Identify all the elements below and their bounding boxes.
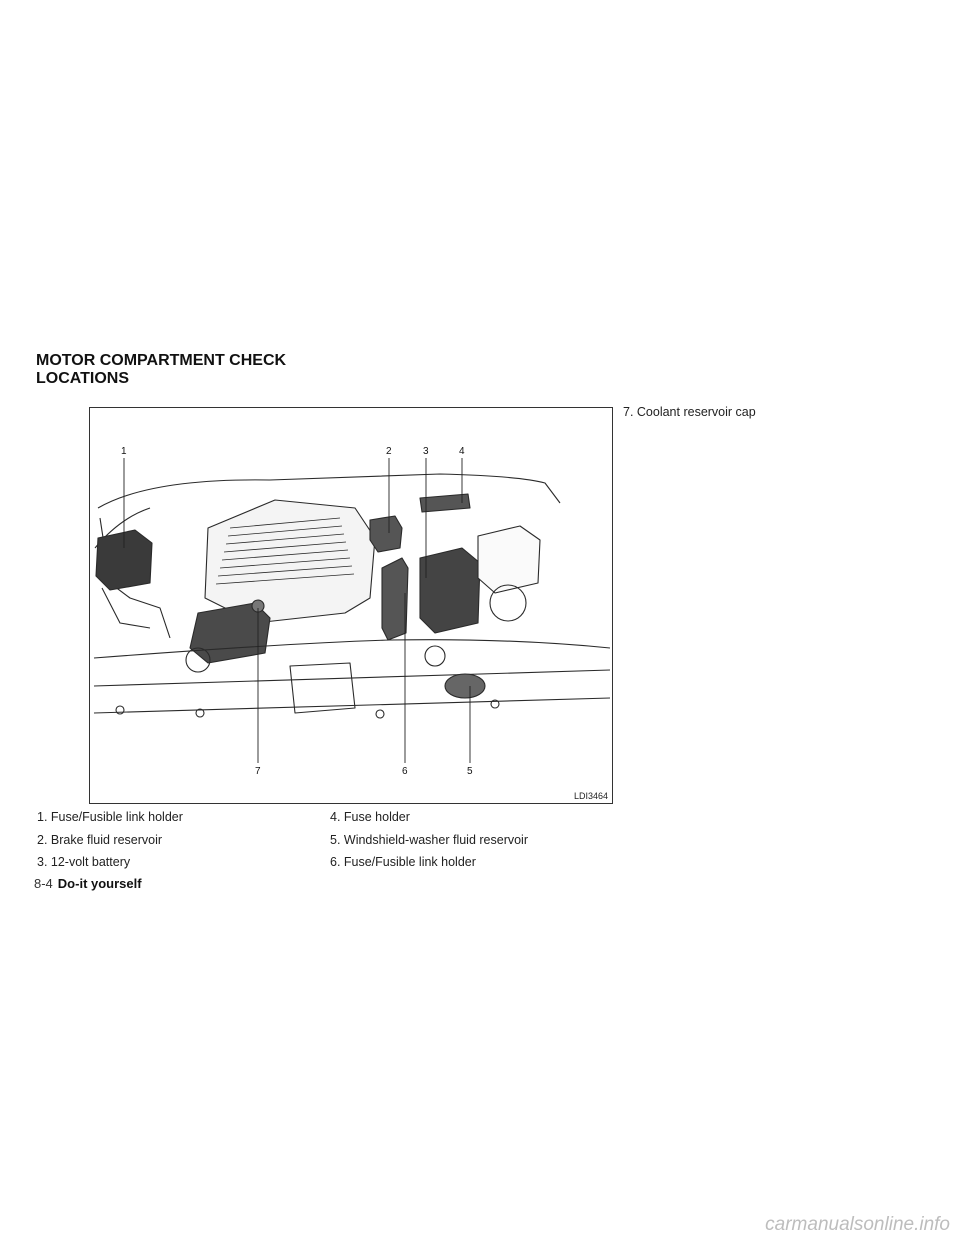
- section-title: [36, 352, 356, 388]
- legend-column-2: [330, 806, 528, 874]
- callout-2: 2: [386, 446, 392, 457]
- legend-column-1: [37, 806, 183, 874]
- legend-item-5: 5. Windshield-washer fluid reservoir: [330, 832, 528, 847]
- watermark: carmanualsonline.info: [765, 1214, 950, 1235]
- engine-bay-drawing: [90, 408, 612, 803]
- page-number: 8-4: [34, 876, 53, 891]
- legend-item-2: 2. Brake fluid reservoir: [37, 832, 163, 847]
- legend-item-7: 7. Coolant reservoir cap: [623, 405, 756, 419]
- legend-item-6: 6. Fuse/Fusible link holder: [330, 855, 476, 869]
- legend-item-1: 1. Fuse/Fusible link holder: [37, 810, 183, 824]
- legend-item-3: 3. 12-volt battery: [37, 855, 131, 869]
- callout-7: 7: [255, 766, 261, 777]
- motor-compartment-illustration: [89, 407, 613, 804]
- legend-item-4: 4. Fuse holder: [330, 810, 410, 824]
- callout-1: 1: [121, 446, 127, 457]
- callout-4: 4: [459, 446, 465, 457]
- callout-6: 6: [402, 766, 408, 777]
- chapter-title: Do-it yourself: [57, 876, 142, 891]
- legend-column-3: [623, 401, 756, 424]
- figure-code: LDI3464: [573, 791, 608, 801]
- callout-3: 3: [423, 446, 429, 457]
- page-footer: [34, 876, 142, 891]
- section-title-line-2: LOCATIONS: [36, 370, 130, 387]
- callout-5: 5: [467, 766, 473, 777]
- section-title-line-1: MOTOR COMPARTMENT CHECK: [36, 352, 287, 369]
